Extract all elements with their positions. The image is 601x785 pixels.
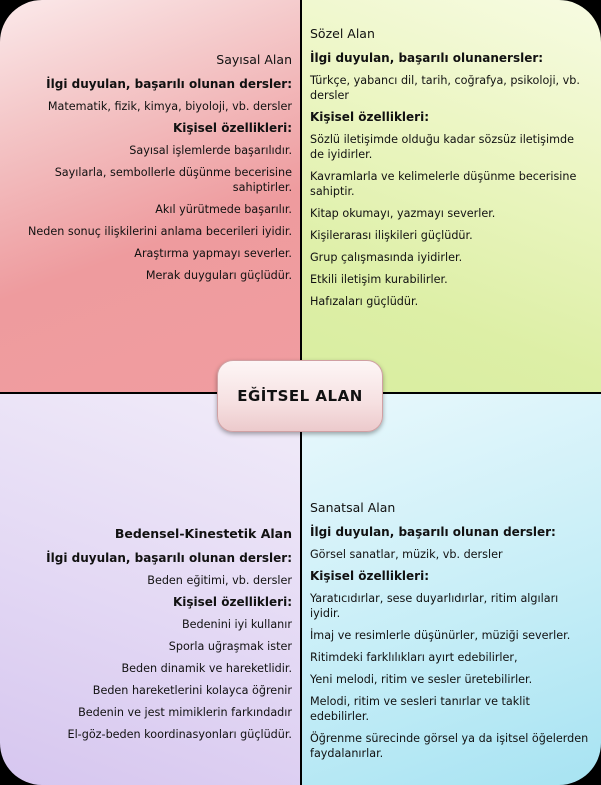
sozel-content <box>310 26 590 316</box>
sozel-trait: Kavramlarla ve kelimelerle düşünme becerisine sahiptir. <box>310 170 577 198</box>
sozel-title: Sözel Alan <box>310 26 375 41</box>
sanatsal-trait: Öğrenme sürecinde görsel ya da işitsel öğelerden faydalanırlar. <box>310 732 589 760</box>
bedensel-trait: Beden dinamik ve hareketlidir. <box>121 662 292 675</box>
bedensel-interest-item: Beden eğitimi, vb. dersler <box>147 574 292 587</box>
sozel-trait: Sözlü iletişimde olduğu kadar sözsüz iletişimde de iyidirler. <box>310 133 574 161</box>
center-node <box>217 360 383 432</box>
bedensel-content <box>8 526 292 749</box>
sayisal-interest-item: Matematik, fizik, kimya, biyoloji, vb. dersler <box>47 100 292 113</box>
sozel-interest-heading: İlgi duyulan, başarılı olunanersler: <box>310 51 544 65</box>
bedensel-trait: El-göz-beden koordinasyonları güçlüdür. <box>67 728 292 741</box>
sayisal-trait: Neden sonuç ilişkilerini anlama becerileri iyidir. <box>27 225 292 238</box>
sanatsal-trait: Yaratıcıdırlar, sese duyarlıdırlar, ritim algıları iyidir. <box>310 592 559 620</box>
bedensel-trait: Sporla uğraşmak ister <box>168 640 292 653</box>
sanatsal-trait: Melodi, ritim ve sesleri tanırlar ve taklit edebilirler. <box>310 695 530 723</box>
bedensel-title: Bedensel-Kinestetik Alan <box>114 526 292 541</box>
sozel-traits-heading: Kişisel özellikleri: <box>310 110 430 124</box>
sanatsal-traits-heading: Kişisel özellikleri: <box>310 569 430 583</box>
sozel-interest-item: Türkçe, yabancı dil, tarih, coğrafya, psikoloji, vb. dersler <box>310 74 580 102</box>
sayisal-trait: Sayılarla, sembollerle düşünme becerisine sahiptirler. <box>54 166 292 194</box>
sayisal-interest-heading: İlgi duyulan, başarılı olunan dersler: <box>46 77 292 91</box>
sozel-trait: Grup çalışmasında iyidirler. <box>310 251 463 264</box>
sayisal-trait: Araştırma yapmayı severler. <box>134 247 292 260</box>
sozel-quadrant <box>302 0 601 392</box>
sanatsal-quadrant <box>302 394 601 785</box>
sayisal-trait: Akıl yürütmede başarılır. <box>155 203 292 216</box>
sanatsal-trait: Ritimdeki farklılıkları ayırt edebilirler, <box>310 651 518 664</box>
sayisal-title: Sayısal Alan <box>216 52 292 67</box>
sayisal-quadrant <box>0 0 300 392</box>
center-label: EĞİTSEL ALAN <box>237 387 363 405</box>
sanatsal-trait: İmaj ve resimlerle düşünürler, müziği severler. <box>310 629 571 642</box>
sayisal-traits-heading: Kişisel özellikleri: <box>172 121 292 135</box>
bedensel-trait: Beden hareketlerini kolayca öğrenir <box>92 684 292 697</box>
sozel-trait: Kişilerarası ilişkileri güçlüdür. <box>310 229 473 242</box>
sanatsal-interest-item: Görsel sanatlar, müzik, vb. dersler <box>310 548 503 561</box>
sayisal-trait: Sayısal işlemlerde başarılıdır. <box>129 144 292 157</box>
sayisal-content <box>8 52 292 290</box>
bedensel-traits-heading: Kişisel özellikleri: <box>172 595 292 609</box>
sanatsal-trait: Yeni melodi, ritim ve sesler üretebilirler. <box>310 673 533 686</box>
sozel-trait: Etkili iletişim kurabilirler. <box>310 273 448 286</box>
sanatsal-interest-heading: İlgi duyulan, başarılı olunan dersler: <box>310 525 556 539</box>
sanatsal-content <box>310 500 590 768</box>
bedensel-quadrant <box>0 394 300 785</box>
bedensel-trait: Bedenin ve jest mimiklerin farkındadır <box>78 706 292 719</box>
sozel-trait: Hafızaları güçlüdür. <box>310 295 419 308</box>
sozel-trait: Kitap okumayı, yazmayı severler. <box>310 207 496 220</box>
bedensel-interest-heading: İlgi duyulan, başarılı olunan dersler: <box>46 551 292 565</box>
bedensel-trait: Bedenini iyi kullanır <box>182 618 292 631</box>
sanatsal-title: Sanatsal Alan <box>310 500 396 515</box>
sayisal-trait: Merak duyguları güçlüdür. <box>145 269 292 282</box>
